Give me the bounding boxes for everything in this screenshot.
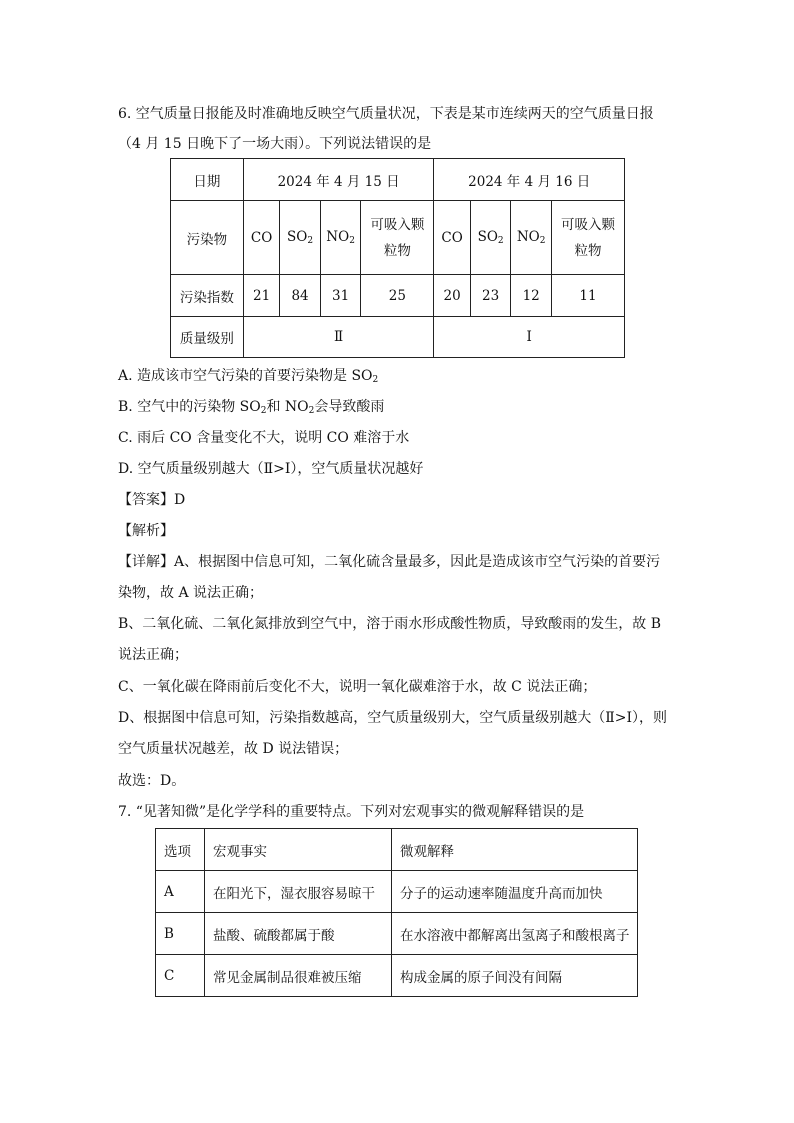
grade-day1: Ⅱ xyxy=(243,317,434,358)
row-option: C xyxy=(156,955,205,997)
day1-no2: 31 xyxy=(320,275,361,317)
detail-a-line2: 染物，故 A 说法正确； xyxy=(118,585,264,601)
index-label: 污染指数 xyxy=(171,275,244,317)
detail-d-line2: 空气质量状况越差，故 D 说法错误； xyxy=(118,741,349,757)
row-micro: 在水溶液中都解离出氢离子和酸根离子 xyxy=(392,913,638,955)
row-macro: 盐酸、硫酸都属于酸 xyxy=(205,913,392,955)
pollutant-co: CO xyxy=(434,201,470,275)
answer: 【答案】D xyxy=(118,492,186,508)
detail-b-line1: B、二氧化硫、二氧化氮排放到空气中，溶于雨水形成酸性物质，导致酸雨的发生，故 B xyxy=(118,616,662,632)
day2-so2: 23 xyxy=(470,275,511,317)
header-option: 选项 xyxy=(156,829,205,871)
pollutant-pm: 可吸入颗 粒物 xyxy=(551,201,624,275)
date-1: 2024 年 4 月 15 日 xyxy=(243,159,434,201)
date-label: 日期 xyxy=(171,159,244,201)
row-option: B xyxy=(156,913,205,955)
q6-stem-line1: 6. 空气质量日报能及时准确地反映空气质量状况，下表是某市连续两天的空气质量日报 xyxy=(118,106,654,122)
row-micro: 构成金属的原子间没有间隔 xyxy=(392,955,638,997)
option-d: D. 空气质量级别越大（Ⅱ>I），空气质量状况越好 xyxy=(118,461,424,477)
pollutant-so2: $SO_2$ xyxy=(280,201,321,275)
row-micro: 分子的运动速率随温度升高而加快 xyxy=(392,871,638,913)
pollutant-so2: $SO_2$ xyxy=(470,201,511,275)
date-2: 2024 年 4 月 16 日 xyxy=(434,159,625,201)
day2-no2: 12 xyxy=(511,275,552,317)
macro-micro-table xyxy=(155,828,638,997)
day2-co: 20 xyxy=(434,275,470,317)
option-a: A. 造成该市空气污染的首要污染物是 $SO_2$ xyxy=(118,368,379,385)
row-macro: 常见金属制品很难被压缩 xyxy=(205,955,392,997)
day2-pm: 11 xyxy=(551,275,624,317)
day1-so2: 84 xyxy=(280,275,321,317)
analysis-heading: 【解析】 xyxy=(118,523,174,539)
pollutant-co: CO xyxy=(243,201,279,275)
option-c: C. 雨后 CO 含量变化不大，说明 CO 难溶于水 xyxy=(118,430,410,446)
table-row xyxy=(156,871,638,913)
pollutant-pm: 可吸入颗 粒物 xyxy=(361,201,434,275)
day1-co: 21 xyxy=(243,275,279,317)
grade-day2: I xyxy=(434,317,625,358)
table-row xyxy=(156,955,638,997)
detail-a-line1: 【详解】A、根据图中信息可知，二氧化硫含量最多，因此是造成该市空气污染的首要污 xyxy=(118,554,661,570)
detail-b-line2: 说法正确； xyxy=(118,647,188,663)
detail-c: C、一氧化碳在降雨前后变化不大，说明一氧化碳难溶于水，故 C 说法正确； xyxy=(118,679,597,695)
conclusion: 故选：D。 xyxy=(118,773,186,789)
day1-pm: 25 xyxy=(361,275,434,317)
pollutant-no2: $NO_2$ xyxy=(511,201,552,275)
air-quality-table xyxy=(170,158,625,358)
detail-d-line1: D、根据图中信息可知，污染指数越高，空气质量级别大，空气质量级别越大（Ⅱ>I），则 xyxy=(118,710,667,726)
row-macro: 在阳光下，湿衣服容易晾干 xyxy=(205,871,392,913)
q6-stem-line2: （4 月 15 日晚下了一场大雨）。下列说法错误的是 xyxy=(118,136,432,152)
pollutant-label: 污染物 xyxy=(171,201,244,275)
q7-stem: 7. “见著知微”是化学学科的重要特点。下列对宏观事实的微观解释错误的是 xyxy=(118,804,585,820)
option-b: B. 空气中的污染物 $SO_2$和 $NO_2$会导致酸雨 xyxy=(118,399,385,416)
pollutant-no2: $NO_2$ xyxy=(320,201,361,275)
header-macro: 宏观事实 xyxy=(205,829,392,871)
table-row xyxy=(156,913,638,955)
row-option: A xyxy=(156,871,205,913)
header-micro: 微观解释 xyxy=(392,829,638,871)
grade-label: 质量级别 xyxy=(171,317,244,358)
